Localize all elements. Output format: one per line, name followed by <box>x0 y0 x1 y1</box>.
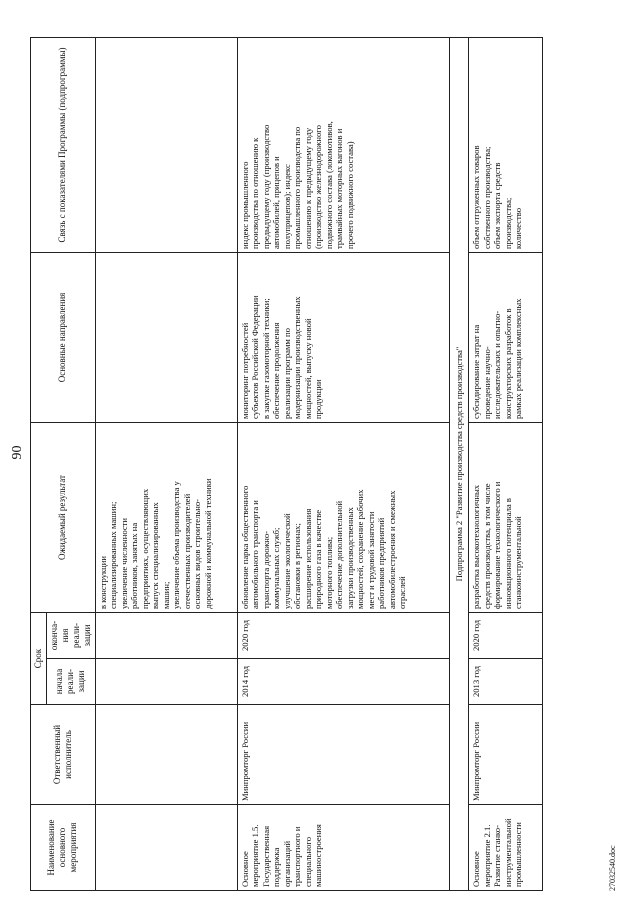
cell-directions: мониторинг потребностей субъектов Российской Федерации в закупке газомоторной техники; обеспечение продолжения реализации программ по модернизации производственных мощностей, выпуску новой продукции <box>237 253 449 423</box>
table-row-1-5 <box>237 38 449 891</box>
program-table <box>30 37 543 891</box>
cell-name: Основное мероприятие 2.1. Развитие станко- инструментальной промышленности <box>469 805 543 891</box>
cell-directions: субсидирование затрат на проведение научно- исследовательских и опытно- конструкторских разработок в рамках реализации комплексных <box>469 253 543 423</box>
header-result: Ожидаемый результат <box>31 423 96 613</box>
header-term: Срок <box>31 613 47 705</box>
cell-executor: Минпромторг России <box>237 705 449 805</box>
cell-name: Основное мероприятие 1.5. Государственная поддержка организаций транспортного и специального машиностроения <box>237 805 449 891</box>
subprogram-row <box>449 38 468 891</box>
header-directions: Основные направления <box>31 253 96 423</box>
cell-link: индекс промышленного производства по отношению к предыдущему году (производство автомобилей, прицепов и полуприцепов); индекс промышленного производства по отношению к предыдущему году (производство железнодорожного подвижного состава (локомотивов, трамвайных моторных вагонов и прочего подвижного состава) <box>237 38 449 253</box>
cell-end: 2020 год <box>469 613 543 659</box>
cell-result: в конструкции специализированных машин; увеличение численности работников, занятых на предприятиях, осуществляющих выпуск специализированных машин; увеличение объема производства у отечественных производителей основных видов строительно- дорожной и коммунальной техники <box>95 423 237 613</box>
cell-end: 2020 год <box>237 613 449 659</box>
cell-executor: Минпромторг России <box>469 705 543 805</box>
table-row-2-1 <box>469 38 543 891</box>
header-start: начала реали-зации <box>46 659 95 705</box>
document-id: 27032540.doc <box>608 845 617 891</box>
cell-start: 2013 год <box>469 659 543 705</box>
header-link: Связь с показателями Программы (подпрограммы) <box>31 38 96 253</box>
cell-result: обновление парка общественного автомобильного транспорта и транспорта дорожно- коммунальных служб; улучшение экологической обстановки в регионах; расширение использования природного газа в качестве моторного топлива; обеспечение дополнительной загрузки производственных мощностей, сохранение рабочих мест и трудовой занятости работников предприятий автомобилестроения и смежных отраслей <box>237 423 449 613</box>
header-name: Наименование основного мероприятия <box>31 805 96 891</box>
cell-result: разработка высокотехнологичных средств производства, в том числе формирование технологического и инновационного потенциала в станкоинструментальной <box>469 423 543 613</box>
header-row-1 <box>31 38 47 891</box>
cell-start: 2014 год <box>237 659 449 705</box>
subprogram-title: Подпрограмма 2 "Развитие производства средств производства" <box>449 38 468 891</box>
page-number: 90 <box>10 445 25 460</box>
table-row-continuation <box>95 38 237 891</box>
header-executor: Ответственный исполнитель <box>31 705 96 805</box>
header-end: оконча-ния реали-зации <box>46 613 95 659</box>
cell-link: объем отгруженных товаров собственного производства; объем экспорта средств производства; количество <box>469 38 543 253</box>
